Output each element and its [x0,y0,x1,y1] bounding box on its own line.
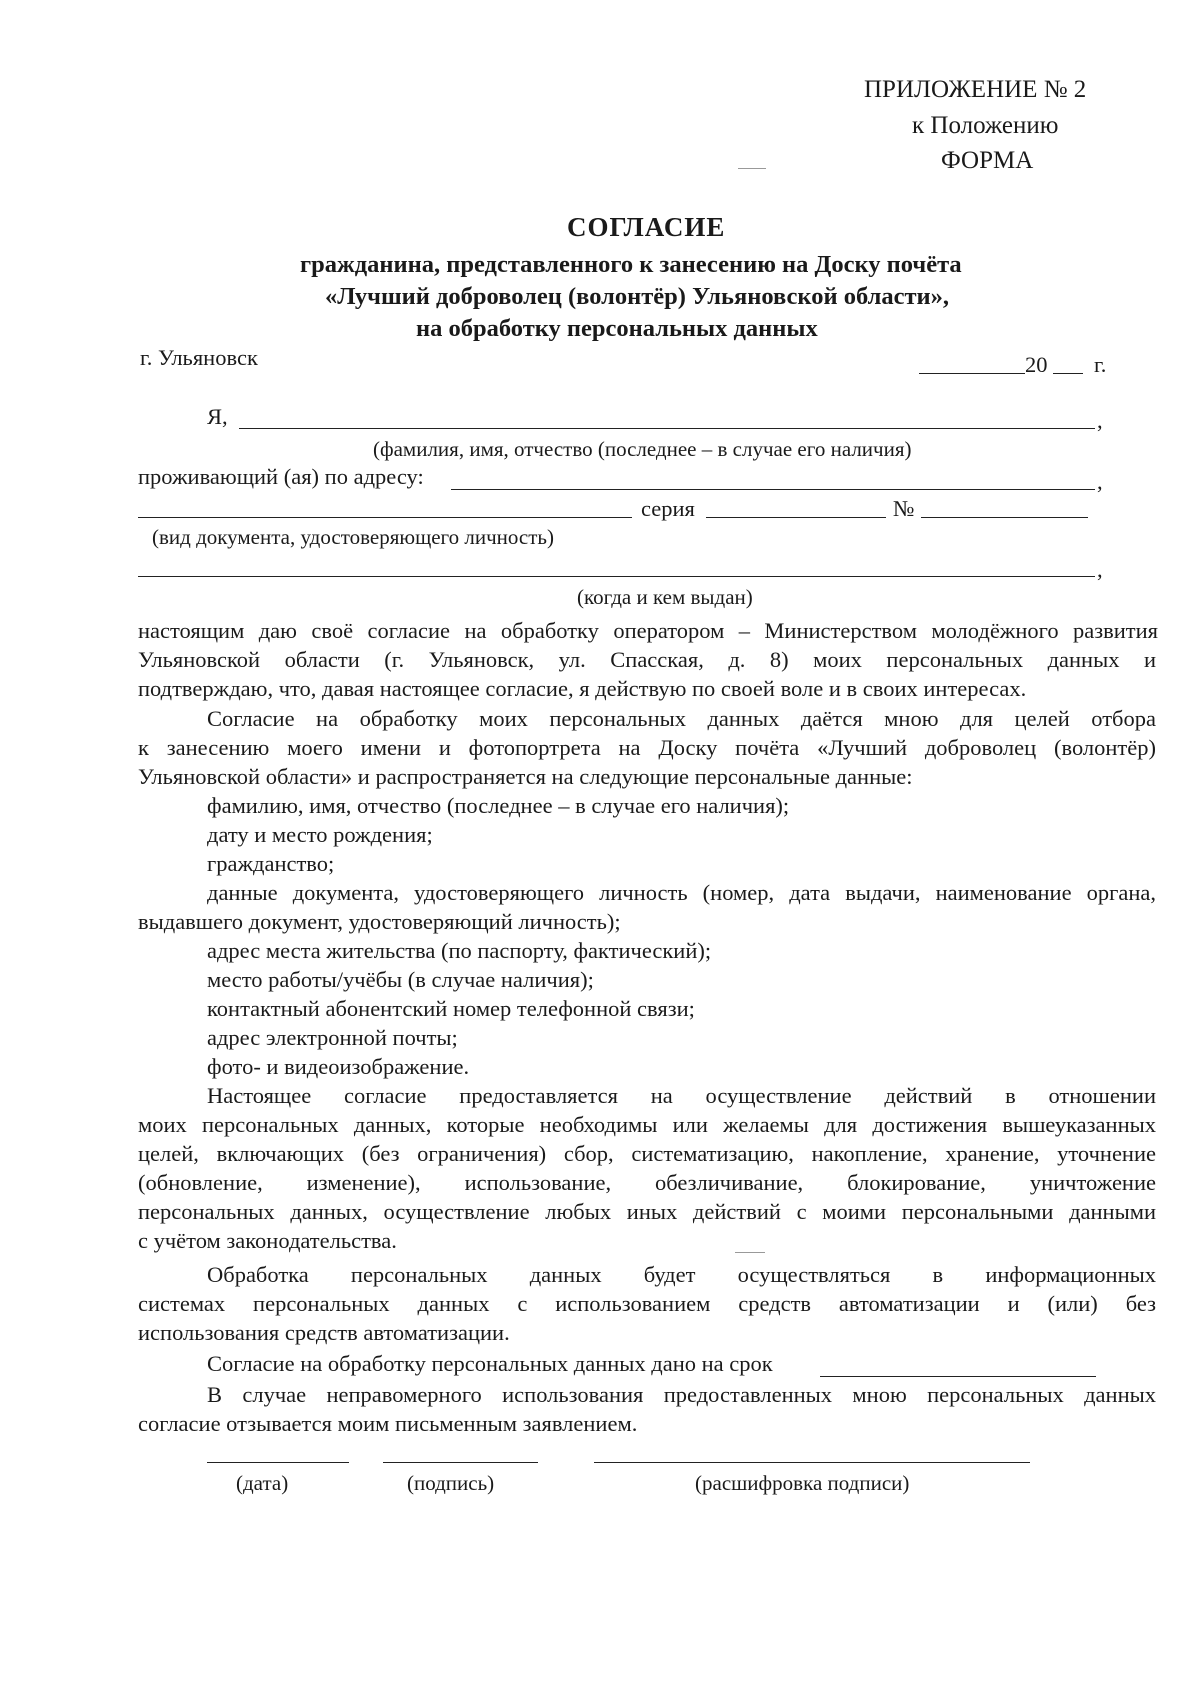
paragraph-3-line: моих персональных данных, которые необходимы или желаемы для достижения вышеуказанных [138,1112,1156,1137]
issued-field[interactable] [138,576,1095,577]
signature-decode-field[interactable] [594,1462,1030,1463]
signature-caption: (подпись) [407,1471,495,1495]
list-item: место работы/учёбы (в случае наличия); [207,967,594,992]
document-type-field[interactable] [138,517,632,518]
scan-mark [738,168,766,169]
paragraph-2-line: Ульяновской области» и распространяется на следующие персональные данные: [138,764,913,789]
year-suffix: г. [1094,352,1107,377]
paragraph-2-line: к занесению моего имени и фотопортрета на Доску почёта «Лучший доброволец (волонтёр) [138,735,1156,760]
paragraph-3-line: целей, включающих (без ограничения) сбор, систематизацию, накопление, хранение, уточнение [138,1141,1156,1166]
signature-decode-caption: (расшифровка подписи) [695,1471,910,1495]
issued-caption: (когда и кем выдан) [577,585,753,609]
series-field[interactable] [706,517,886,518]
list-item: контактный абонентский номер телефонной связи; [207,996,695,1021]
address-field[interactable] [451,489,1095,490]
address-label: проживающий (ая) по адресу: [138,464,424,489]
fio-comma: , [1097,408,1103,433]
paragraph-3-line: персональных данных, осуществление любых иных действий с моими персональными данными [138,1199,1156,1224]
paragraph-1-line: подтверждаю, что, давая настоящее согласие, я действую по своей воле и в своих интересах. [138,676,1027,701]
title-line-3: на обработку персональных данных [416,315,818,342]
list-item: адрес электронной почты; [207,1025,458,1050]
list-item: адрес места жительства (по паспорту, фактический); [207,938,712,963]
paragraph-1-line: настоящим даю своё согласие на обработку оператором – Министерством молодёжного развития [138,618,1158,643]
term-field[interactable] [820,1376,1096,1377]
form-label: ФОРМА [941,147,1034,174]
title-line-2: «Лучший доброволец (волонтёр) Ульяновской области», [325,283,949,310]
paragraph-3-line: Настоящее согласие предоставляется на осуществление действий в отношении [207,1083,1156,1108]
paragraph-1-line: Ульяновской области (г. Ульяновск, ул. Спасская, д. 8) моих персональных данных и [138,647,1156,672]
paragraph-4-line: использования средств автоматизации. [138,1320,510,1345]
date-day-field[interactable] [919,373,1025,374]
list-item: гражданство; [207,851,335,876]
signature-date-caption: (дата) [236,1471,289,1495]
appendix-number: ПРИЛОЖЕНИЕ № 2 [864,76,1087,103]
document-title: СОГЛАСИЕ [567,212,726,242]
number-label: № [893,496,915,521]
title-line-1: гражданина, представленного к занесению на Доску почёта [300,251,962,278]
scan-mark [735,1252,765,1253]
list-item: фамилию, имя, отчество (последнее – в случае его наличия); [207,793,790,818]
paragraph-3-line: (обновление, изменение), использование, обезличивание, блокирование, уничтожение [138,1170,1156,1195]
paragraph-3-line: с учётом законодательства. [138,1228,397,1253]
list-item: выдавшего документ, удостоверяющий личность); [138,909,621,934]
to-regulation: к Положению [912,112,1059,139]
year-prefix: 20 [1025,352,1048,377]
fio-caption: (фамилия, имя, отчество (последнее – в случае его наличия) [373,437,912,461]
paragraph-4-line: Обработка персональных данных будет осуществляться в информационных [207,1262,1156,1287]
paragraph-4-line: системах персональных данных с использованием средств автоматизации и (или) без [138,1291,1156,1316]
paragraph-6-line: согласие отзывается моим письменным заявлением. [138,1411,638,1436]
fio-field[interactable] [239,428,1095,429]
number-field[interactable] [921,517,1088,518]
list-item: данные документа, удостоверяющего личность (номер, дата выдачи, наименование органа, [207,880,1156,905]
document-caption: (вид документа, удостоверяющего личность) [152,525,555,549]
paragraph-2-line: Согласие на обработку моих персональных данных даётся мною для целей отбора [207,706,1156,731]
i-label: Я, [207,404,228,429]
place-city: г. Ульяновск [140,345,258,370]
signature-date-field[interactable] [207,1462,349,1463]
paragraph-6-line: В случае неправомерного использования предоставленных мною персональных данных [207,1382,1156,1407]
year-field[interactable] [1053,373,1083,374]
list-item: дату и место рождения; [207,822,433,847]
issued-comma: , [1097,557,1103,582]
address-comma: , [1097,469,1103,494]
term-label: Согласие на обработку персональных данных дано на срок [207,1351,773,1376]
list-item: фото- и видеоизображение. [207,1054,470,1079]
series-label: серия [641,496,695,521]
signature-field[interactable] [383,1462,538,1463]
